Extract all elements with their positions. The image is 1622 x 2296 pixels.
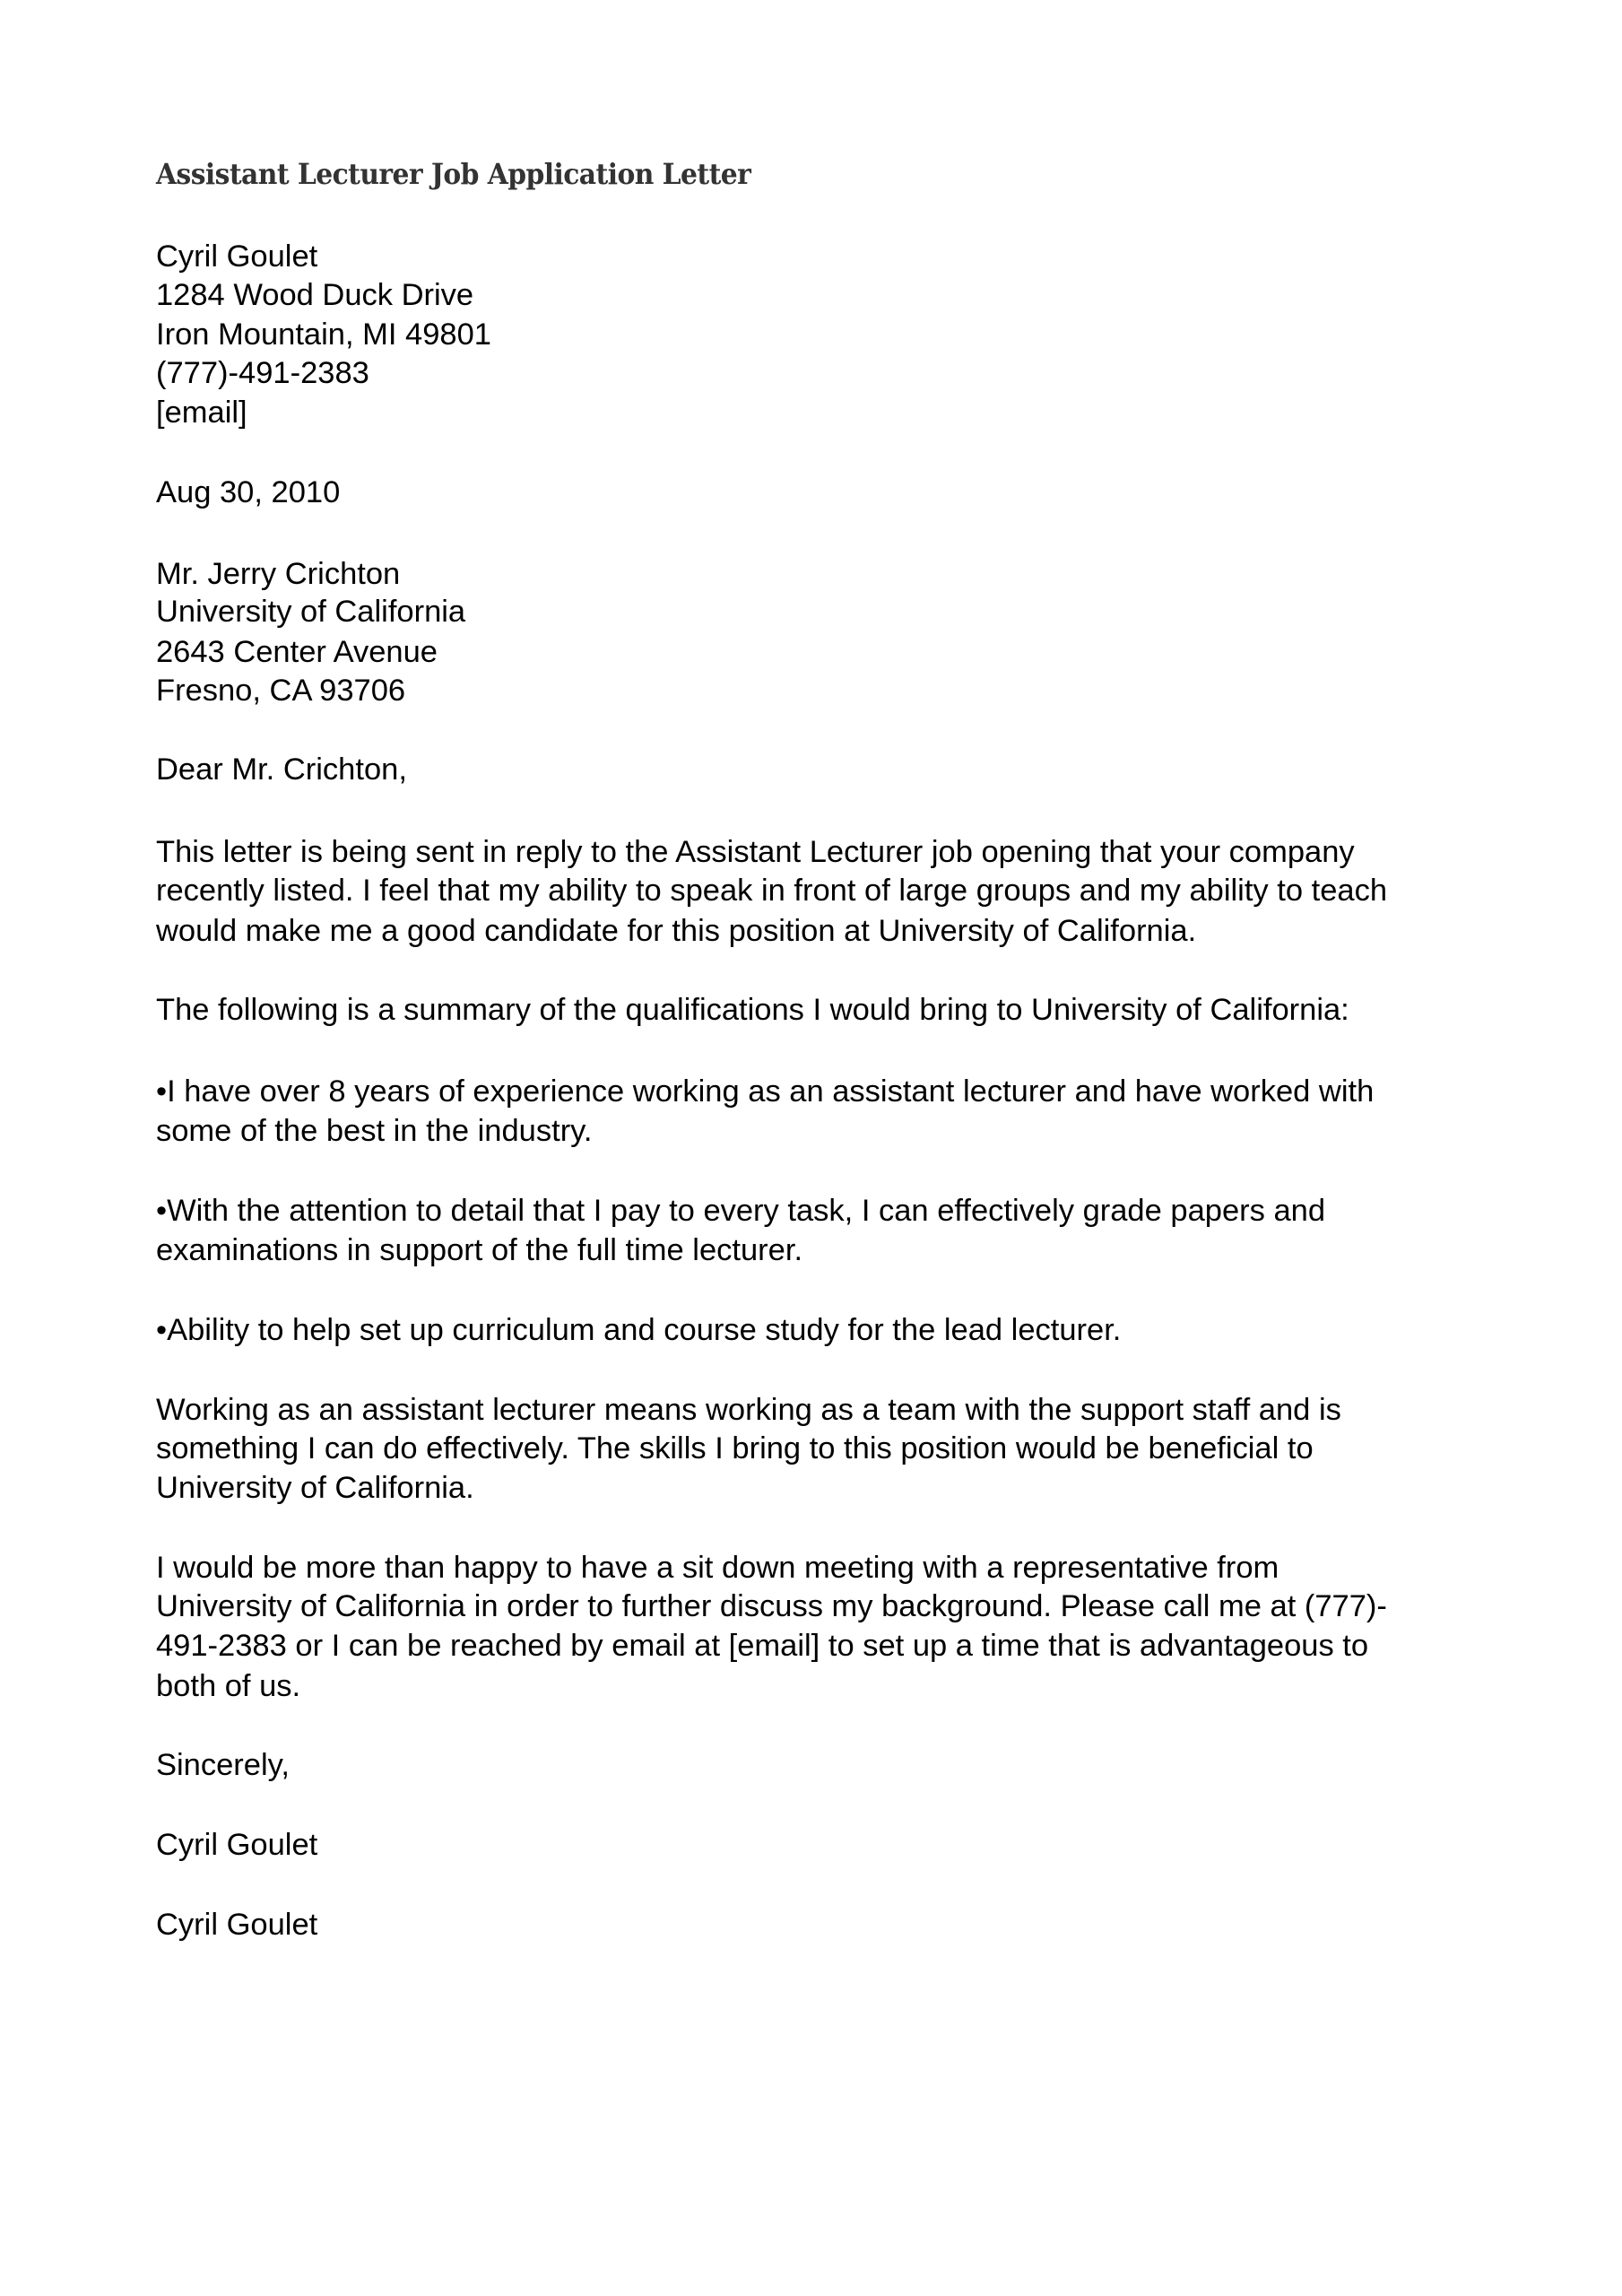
paragraph4-line: both of us. xyxy=(156,1669,301,1703)
bullet3-line: •Ability to help set up curriculum and course study for the lead lecturer. xyxy=(156,1313,1122,1347)
paragraph1-line: This letter is being sent in reply to the Assistant Lecturer job opening that your company xyxy=(156,835,1355,869)
document-title: Assistant Lecturer Job Application Letter xyxy=(156,157,751,191)
paragraph3-line: Working as an assistant lecturer means working as a team with the support staff and is xyxy=(156,1393,1341,1427)
paragraph4-line: I would be more than happy to have a sit down meeting with a representative from xyxy=(156,1551,1279,1585)
sender-street: 1284 Wood Duck Drive xyxy=(156,278,474,312)
recipient-city: Fresno, CA 93706 xyxy=(156,674,406,708)
letter-date: Aug 30, 2010 xyxy=(156,475,341,509)
signature: Cyril Goulet xyxy=(156,1828,318,1862)
recipient-name: Mr. Jerry Crichton xyxy=(156,557,401,591)
sender-email: [email] xyxy=(156,396,247,430)
paragraph4-line: University of California in order to further discuss my background. Please call me at (777)- xyxy=(156,1589,1387,1623)
closing: Sincerely, xyxy=(156,1748,290,1782)
bullet1-line: some of the best in the industry. xyxy=(156,1114,593,1148)
bullet2-line: •With the attention to detail that I pay to every task, I can effectively grade papers and xyxy=(156,1194,1326,1228)
paragraph4-line: 491-2383 or I can be reached by email at [email] to set up a time that is advantageous to xyxy=(156,1629,1369,1663)
paragraph3-line: University of California. xyxy=(156,1471,474,1505)
typed-name: Cyril Goulet xyxy=(156,1908,318,1942)
paragraph1-line: recently listed. I feel that my ability to speak in front of large groups and my ability to teach xyxy=(156,874,1388,908)
sender-city: Iron Mountain, MI 49801 xyxy=(156,317,491,352)
recipient-street: 2643 Center Avenue xyxy=(156,635,438,669)
salutation: Dear Mr. Crichton, xyxy=(156,752,407,787)
bullet2-line: examinations in support of the full time lecturer. xyxy=(156,1233,803,1267)
recipient-organization: University of California xyxy=(156,595,466,629)
paragraph1-line: would make me a good candidate for this position at University of California. xyxy=(156,914,1197,948)
sender-phone: (777)-491-2383 xyxy=(156,356,369,390)
bullet1-line: •I have over 8 years of experience working as an assistant lecturer and have worked with xyxy=(156,1074,1375,1109)
sender-name: Cyril Goulet xyxy=(156,239,318,274)
paragraph3-line: something I can do effectively. The skills I bring to this position would be beneficial to xyxy=(156,1431,1314,1465)
paragraph2-line: The following is a summary of the qualifications I would bring to University of California: xyxy=(156,993,1349,1027)
